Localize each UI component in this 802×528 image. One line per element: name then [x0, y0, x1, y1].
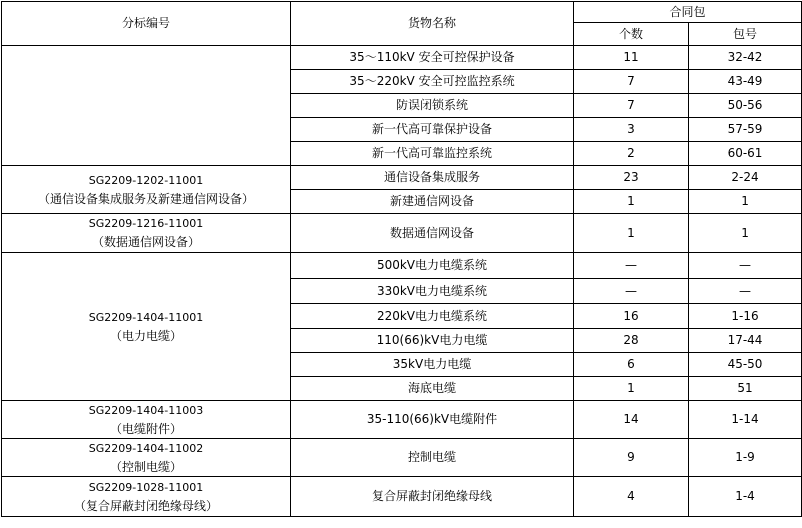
- goods-cell: 35～220kV 安全可控监控系统: [291, 70, 574, 94]
- package-cell: 45-50: [689, 353, 802, 377]
- table-row: [2, 477, 802, 517]
- package-cell: 2-24: [689, 166, 802, 190]
- lot-id: SG2209-1404-11002: [88, 441, 204, 455]
- goods-cell: 330kV电力电缆系统: [291, 279, 574, 304]
- goods-cell: 新一代高可靠保护设备: [291, 118, 574, 142]
- lot-cell: [2, 214, 291, 253]
- count-cell: 1: [574, 190, 689, 214]
- lot-id: SG2209-1404-11003: [88, 403, 204, 417]
- count-cell: 28: [574, 329, 689, 353]
- lot-name: （控制电缆）: [109, 459, 182, 474]
- count-cell: —: [574, 253, 689, 279]
- goods-cell: 35～110kV 安全可控保护设备: [291, 46, 574, 70]
- goods-cell: 海底电缆: [291, 377, 574, 401]
- contract-package-table: [1, 1, 802, 517]
- lot-id: SG2209-1404-11001: [88, 310, 204, 324]
- count-cell: 2: [574, 142, 689, 166]
- header-row: [2, 2, 802, 23]
- count-cell: 1: [574, 214, 689, 253]
- package-cell: 1-16: [689, 304, 802, 329]
- goods-cell: 复合屏蔽封闭绝缘母线: [291, 477, 574, 517]
- package-cell: —: [689, 279, 802, 304]
- table-row: [2, 253, 802, 279]
- table-row: [2, 166, 802, 190]
- table-row: [2, 401, 802, 439]
- package-cell: 32-42: [689, 46, 802, 70]
- lot-id: SG2209-1216-11001: [88, 217, 204, 230]
- goods-cell: 新一代高可靠监控系统: [291, 142, 574, 166]
- count-cell: 11: [574, 46, 689, 70]
- goods-cell: 110(66)kV电力电缆: [291, 329, 574, 353]
- count-cell: 14: [574, 401, 689, 439]
- header-count: 个数: [574, 23, 689, 46]
- goods-cell: 220kV电力电缆系统: [291, 304, 574, 329]
- package-cell: 1-9: [689, 439, 802, 477]
- lot-id: SG2209-1202-11001: [88, 173, 204, 187]
- count-cell: 6: [574, 353, 689, 377]
- package-cell: 1-14: [689, 401, 802, 439]
- goods-cell: 35-110(66)kV电缆附件: [291, 401, 574, 439]
- goods-cell: 通信设备集成服务: [291, 166, 574, 190]
- package-cell: 17-44: [689, 329, 802, 353]
- package-cell: 60-61: [689, 142, 802, 166]
- table-row: [2, 46, 802, 70]
- package-cell: —: [689, 253, 802, 279]
- goods-cell: 500kV电力电缆系统: [291, 253, 574, 279]
- header-goods-name: 货物名称: [291, 2, 574, 46]
- lot-cell: [2, 166, 291, 214]
- package-cell: 1-4: [689, 477, 802, 517]
- lot-name: （电力电缆）: [109, 328, 182, 343]
- lot-cell: [2, 477, 291, 517]
- goods-cell: 防误闭锁系统: [291, 94, 574, 118]
- table-row: [2, 439, 802, 477]
- package-cell: 51: [689, 377, 802, 401]
- header-package-no: 包号: [689, 23, 802, 46]
- count-cell: 3: [574, 118, 689, 142]
- lot-name: （复合屏蔽封闭绝缘母线）: [73, 498, 218, 513]
- goods-cell: 35kV电力电缆: [291, 353, 574, 377]
- lot-name: （通信设备集成服务及新建通信网设备）: [37, 191, 254, 206]
- package-cell: 1: [689, 190, 802, 214]
- lot-id: SG2209-1028-11001: [88, 480, 204, 494]
- lot-name: （数据通信网设备）: [91, 235, 200, 249]
- lot-cell: [2, 401, 291, 439]
- count-cell: —: [574, 279, 689, 304]
- count-cell: 23: [574, 166, 689, 190]
- package-cell: 57-59: [689, 118, 802, 142]
- count-cell: 7: [574, 94, 689, 118]
- goods-cell: 数据通信网设备: [291, 214, 574, 253]
- header-contract-package: 合同包: [574, 2, 802, 23]
- count-cell: 7: [574, 70, 689, 94]
- lot-cell-empty: [2, 46, 291, 166]
- count-cell: 16: [574, 304, 689, 329]
- count-cell: 4: [574, 477, 689, 517]
- header-lot-no: 分标编号: [2, 2, 291, 46]
- table-row: [2, 214, 802, 253]
- count-cell: 1: [574, 377, 689, 401]
- count-cell: 9: [574, 439, 689, 477]
- goods-cell: 控制电缆: [291, 439, 574, 477]
- package-cell: 43-49: [689, 70, 802, 94]
- package-cell: 1: [689, 214, 802, 253]
- lot-cell: [2, 439, 291, 477]
- package-cell: 50-56: [689, 94, 802, 118]
- goods-cell: 新建通信网设备: [291, 190, 574, 214]
- lot-cell: [2, 253, 291, 401]
- lot-name: （电缆附件）: [109, 421, 182, 436]
